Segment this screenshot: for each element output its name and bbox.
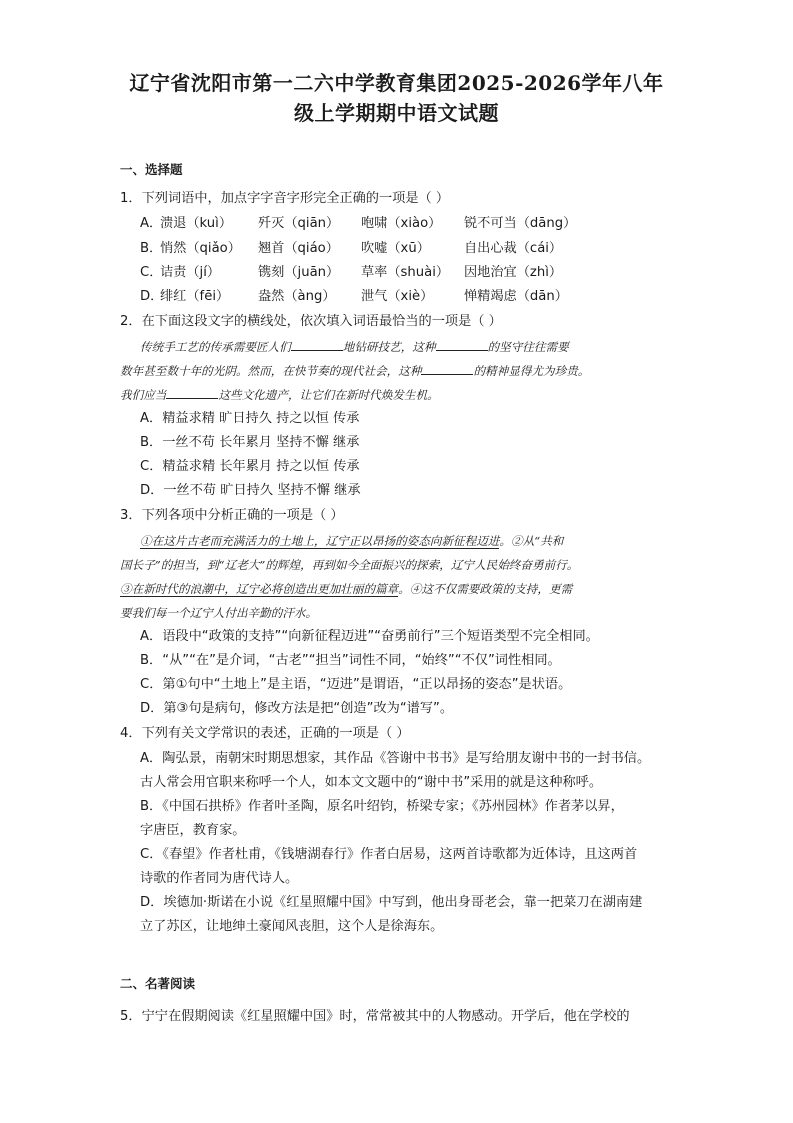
question-4-option-d-cont: 立了苏区，让地绅土豪闻风丧胆，这个人是徐海东。 — [140, 919, 444, 934]
exam-title — [60, 68, 733, 128]
option-item: 因地治宜（zhì） — [464, 265, 563, 280]
option-item: 镌刻（juān） — [258, 265, 340, 280]
passage-text: 的精神显得尤为珍贵。 — [473, 364, 590, 378]
passage-text: 传统手工艺的传承需要匠人们 — [140, 340, 291, 354]
option-item: 咆啸（xiào） — [361, 216, 442, 231]
question-4-option-a: A．陶弘景，南朝宋时期思想家，其作品《答谢中书书》是写给朋友谢中书的一封书信。 — [140, 751, 651, 766]
question-3-passage-line-1 — [140, 532, 563, 550]
section-heading-choice: 一、选择题 — [120, 162, 183, 177]
question-3-passage-line-2: 国长子”的担当，到“辽老大”的辉煌，再到如今全面振兴的探索，辽宁人民始终奋勇前行。 — [120, 558, 579, 572]
fill-blank — [166, 386, 218, 399]
passage-text: 的坚守往往需要 — [487, 340, 569, 354]
question-2-passage-line-1 — [140, 338, 569, 356]
question-3-stem: 3．下列各项中分析正确的一项是（ ） — [120, 508, 344, 523]
fill-blank — [421, 362, 473, 375]
passage-text: 数年甚至数十年的光阴。然而，在快节奏的现代社会，这种 — [120, 364, 422, 378]
question-3-passage-line-3 — [120, 580, 572, 598]
passage-text: 。②从“共和 — [499, 534, 564, 548]
question-4-option-b-cont: 字唐臣，教育家。 — [140, 823, 246, 838]
question-1-option-a — [140, 215, 576, 233]
passage-text: 这些文化遗产，让它们在新时代焕发生机。 — [218, 388, 439, 402]
section-heading-reading: 二、名著阅读 — [120, 976, 196, 991]
fill-blank — [291, 338, 343, 351]
question-4-stem: 4．下列有关文学常识的表述，正确的一项是（ ） — [120, 726, 410, 741]
question-4-option-a-cont: 古人常会用官职来称呼一个人，如本文文题中的“谢中书”采用的就是这种称呼。 — [140, 775, 603, 790]
passage-text: 地钻研技艺，这种 — [342, 340, 436, 354]
question-3-passage-line-4: 要我们每一个辽宁人付出辛勤的汗水。 — [120, 606, 318, 620]
option-item: 自出心裁（cái） — [464, 241, 563, 256]
title-line-2: 级上学期期中语文试题 — [294, 101, 499, 125]
option-item: 盎然（àng） — [258, 289, 336, 304]
fill-blank — [436, 338, 488, 351]
passage-text: 我们应当 — [120, 388, 167, 402]
option-item: 泄气（xiè） — [361, 289, 434, 304]
option-item: 吹嘘（xū） — [361, 241, 430, 256]
question-1-option-b — [140, 240, 562, 258]
question-2-stem: 2．在下面这段文字的横线处，依次填入词语最恰当的一项是（ ） — [120, 314, 502, 329]
question-3-option-d: D．第③句是病句，修改方法是把“创造”改为“谱写”。 — [140, 701, 454, 716]
option-label: A． — [140, 216, 163, 231]
question-3-option-c: C．第①句中“土地上”是主语，“迈进”是谓语，“正以昂扬的姿态”是状语。 — [140, 677, 572, 692]
question-2-passage-line-2 — [120, 362, 589, 380]
option-label: D． — [140, 289, 164, 304]
question-2-option-d: D．一丝不苟 旷日持久 坚持不懈 继承 — [140, 483, 361, 498]
option-item: 诘责（jí） — [160, 265, 221, 280]
option-item: 悄然（qiǎo） — [160, 241, 241, 256]
question-4-option-c-cont: 诗歌的作者同为唐代诗人。 — [140, 871, 299, 886]
question-2-passage-line-3 — [120, 386, 439, 404]
question-5-stem: 5．宁宁在假期阅读《红星照耀中国》时，常常被其中的人物感动。开学后，他在学校的 — [120, 1009, 630, 1024]
option-item: 歼灭（qiān） — [258, 216, 340, 231]
question-1-option-c — [140, 264, 562, 282]
question-4-option-d: D．埃德加·斯诺在小说《红星照耀中国》中写到，他出身哥老会，靠一把菜刀在湖南建 — [140, 895, 643, 910]
option-item: 翘首（qiáo） — [258, 241, 339, 256]
question-2-option-a: A．精益求精 旷日持久 持之以恒 传承 — [140, 411, 360, 426]
option-label: B． — [140, 241, 163, 256]
underlined-sentence: ③在新时代的浪潮中，辽宁必将创造出更加壮丽的篇章 — [120, 582, 399, 596]
question-4-option-b: B．《中国石拱桥》作者叶圣陶，原名叶绍钧，桥梁专家；《苏州园林》作者茅以昇， — [140, 799, 624, 814]
question-3-option-b: B．“从”“在”是介词，“古老”“担当”词性不同，“始终”“不仅”词性相同。 — [140, 653, 561, 668]
question-3-option-a: A．语段中“政策的支持”“向新征程迈进”“奋勇前行”三个短语类型不完全相同。 — [140, 629, 599, 644]
passage-text: 。④这不仅需要政策的支持，更需 — [398, 582, 573, 596]
option-item: 草率（shuài） — [361, 265, 450, 280]
question-2-option-b: B．一丝不苟 长年累月 坚持不懈 继承 — [140, 435, 360, 450]
option-item: 锐不可当（dāng） — [464, 216, 577, 231]
option-item: 绯红（fēi） — [160, 289, 230, 304]
question-1-option-d — [140, 288, 568, 306]
question-4-option-c: C．《春望》作者杜甫，《钱塘湖春行》作者白居易，这两首诗歌都为近体诗，且这两首 — [140, 847, 638, 862]
question-1-stem: 1．下列词语中，加点字字音字形完全正确的一项是（ ） — [120, 191, 450, 206]
title-line-1: 辽宁省沈阳市第一二六中学教育集团2025-2026学年八年 — [129, 71, 664, 95]
question-2-option-c: C．精益求精 长年累月 持之以恒 传承 — [140, 459, 360, 474]
option-item: 惮精竭虑（dān） — [464, 289, 568, 304]
option-label: C． — [140, 265, 163, 280]
option-item: 溃退（kuì） — [160, 216, 233, 231]
underlined-sentence: ①在这片古老而充满活力的土地上，辽宁正以昂扬的姿态向新征程迈进 — [140, 534, 500, 548]
